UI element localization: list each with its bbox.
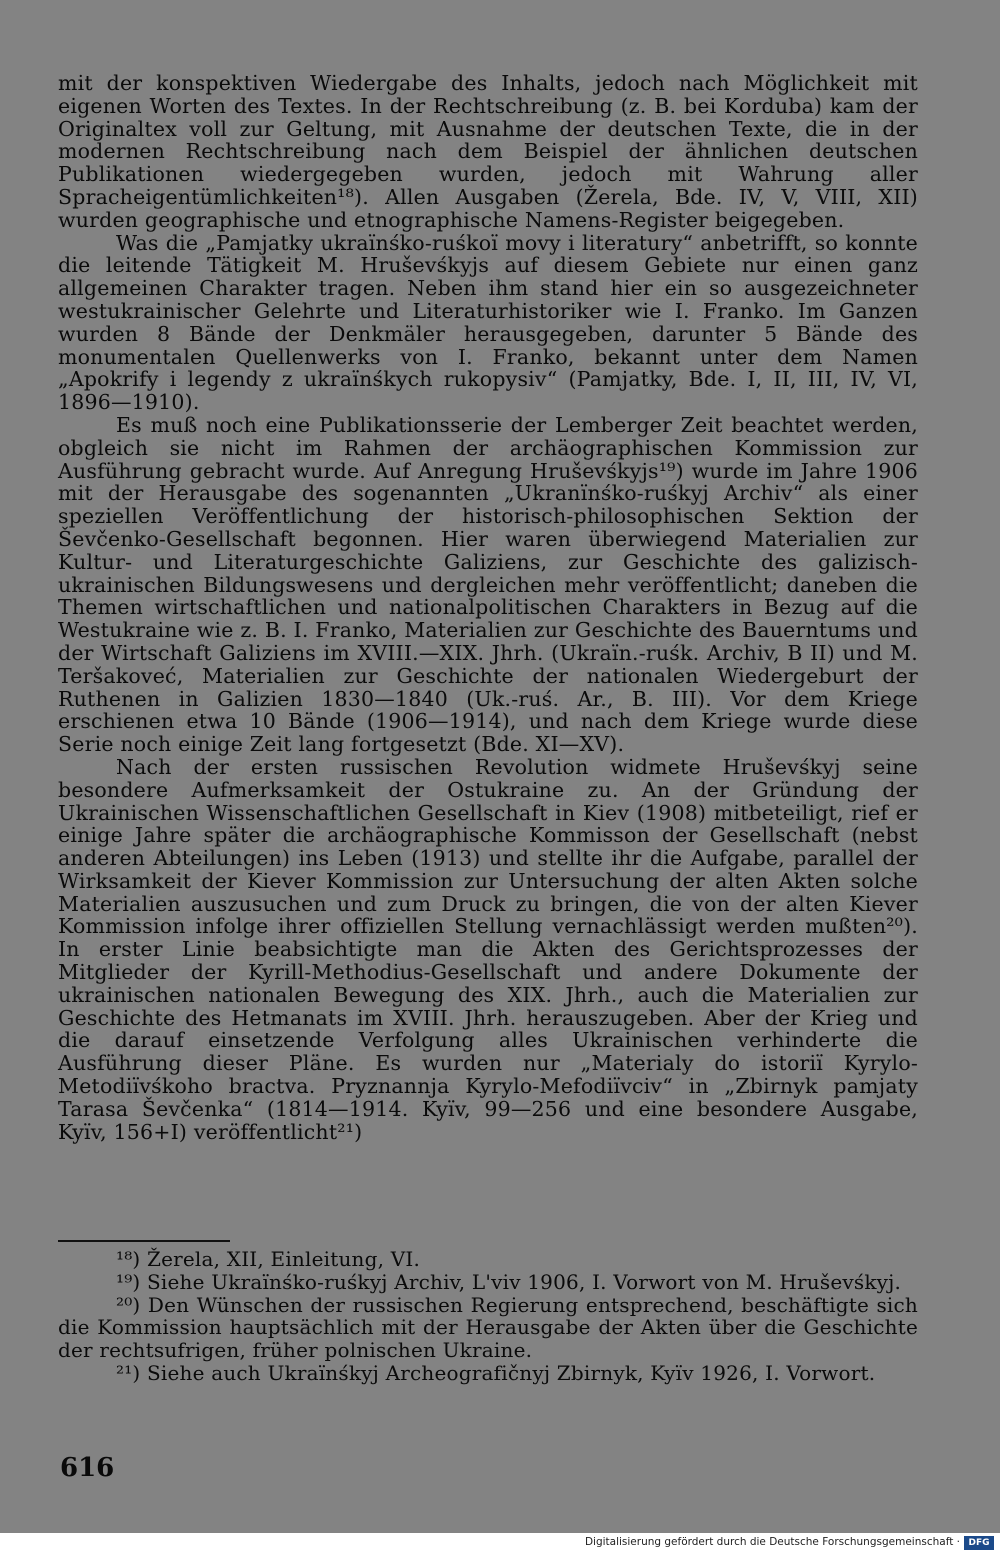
digitization-credit: Digitalisierung gefördert durch die Deutsche Forschungsgemeinschaft · bbox=[584, 1536, 960, 1548]
footnote-separator bbox=[58, 1240, 230, 1242]
footnote-18: ¹⁸) Žerela, XII, Einleitung, VI. bbox=[116, 1247, 421, 1271]
footnote-21: ²¹) Siehe auch Ukraïnśkyj Archeografičnyj Zbirnyk, Kyïv 1926, I. Vorwort. bbox=[116, 1360, 876, 1385]
footnote-20: ²⁰) Den Wünschen der russischen Regierung entsprechend, beschäftigte sich die Kommission hauptsächlich mit der Herausgabe der Akten über die Geschichte der rechtsufrigen, früher polnischen Ukraine. bbox=[58, 1292, 918, 1363]
footnote-19: ¹⁹) Siehe Ukraïnśko-ruśkyj Archiv, L'viv 1906, I. Vorwort von M. Hruševśkyj. bbox=[116, 1269, 902, 1294]
page-number: 616 bbox=[60, 1453, 115, 1483]
paragraph-1: mit der konspektiven Wiedergabe des Inhalts, jedoch nach Möglichkeit mit eigenen Worten des Textes. In der Rechtschreibung (z. B. bei Korduba) kam der Originaltex voll zur Geltung, mit Ausnahme der deutschen Texte, die in der modernen Rechtschreibung nach dem Beispiel der ähnlichen deutschen Publikationen wiedergegeben wurden, jedoch mit Wahrung aller Spracheigentümlichkeiten¹⁸). Allen Ausgaben (Žerela, Bde. IV, V, VIII, XII) wurden geographische und etnographische Namens-Register beigegeben. bbox=[58, 71, 918, 232]
paragraph-4: Nach der ersten russischen Revolution widmete Hruševśkyj seine besondere Aufmerksamkeit der Ostukraine zu. An der Gründung der Ukrainischen Wissenschaftlichen Gesellschaft in Kiev (1908) mitbeteiligt, rief er einige Jahre später die archäographische Kommisson der Gesellschaft (nebst anderen Abteilungen) ins Leben (1913) und stellte ihr die Aufgabe, parallel der Wirksamkeit der Kiever Kommission zur Untersuchung der alten Akten solche Materialien auszusuchen und zum Druck zu bringen, die von der alten Kiever Kommission infolge ihrer offiziellen Stellung vernachlässigt werden mußten²⁰). In erster Linie beabsichtigte man die Akten des Gerichtsprozesses der Mitglieder der Kyrill-Methodius-Gesellschaft und andere Dokumente der ukrainischen nationalen Bewegung des XIX. Jhrh., auch die Materialien zur Geschichte des Hetmanats im XVIII. Jhrh. herauszugeben. Aber der Krieg und die darauf einsetzende Verfolgung alles Ukrainischen verhinderte die Ausführung dieser Pläne. Es wurden nur „Materialy do istoriï Kyrylo-Metodiïvśkoho bractva. Pryznannja Kyrylo-Mefodiïvciv“ in „Zbirnyk pamjaty Tarasa Ševčenka“ (1814—1914. Kyïv, 99—256 und eine besondere Ausgabe, Kyïv, 156+I) veröffentlicht²¹) bbox=[58, 754, 918, 1144]
digitization-credit-bar bbox=[0, 1533, 1000, 1553]
body-text bbox=[58, 72, 918, 1143]
dfg-logo: DFG bbox=[964, 1536, 994, 1550]
footnotes bbox=[58, 1248, 918, 1385]
paragraph-2: Was die „Pamjatky ukraïnśko-ruśkoï movy i literatury“ anbetrifft, so konnte die leitende Tätigkeit M. Hruševśkyjs auf diesem Gebiete nur einen ganz allgemeinen Charakter tragen. Neben ihm stand hier ein so ausgezeichneter westukrainischer Gelehrte und Literaturhistoriker wie I. Franko. Im Ganzen wurden 8 Bände der Denkmäler herausgegeben, darunter 5 Bände des monumentalen Quellenwerks von I. Franko, bekannt unter dem Namen „Apokrify i legendy z ukraïnśkych rukopysiv“ (Pamjatky, Bde. I, II, III, IV, VI, 1896—1910). bbox=[58, 230, 918, 415]
paragraph-3: Es muß noch eine Publikationsserie der Lemberger Zeit beachtet werden, obgleich sie nicht im Rahmen der archäographischen Kommission zur Ausführung gebracht wurde. Auf Anregung Hruševśkyjs¹⁹) wurde im Jahre 1906 mit der Herausgabe des sogenannten „Ukranïnśko-ruśkyj Archiv“ als einer speziellen Veröffentlichung der historisch-philosophischen Sektion der Ševčenko-Gesellschaft begonnen. Hier waren überwiegend Materialien zur Kultur- und Literaturgeschichte Galiziens, zur Geschichte des galizisch-ukrainischen Bildungswesens und dergleichen mehr veröffentlicht; daneben die Themen wirtschaftlichen und nationalpolitischen Charakters in Bezug auf die Westukraine wie z. B. I. Franko, Materialien zur Geschichte des Bauerntums und der Wirtschaft Galiziens im XVIII.—XIX. Jhrh. (Ukraïn.-ruśk. Archiv, B II) und M. Teršakoveć, Materialien zur Geschichte der nationalen Wiedergeburt der Ruthenen in Galizien 1830—1840 (Uk.-ruś. Ar., B. III). Vor dem Kriege erschienen etwa 10 Bände (1906—1914), und nach dem Kriege wurde diese Serie noch einige Zeit lang fortgesetzt (Bde. XI—XV). bbox=[58, 412, 918, 757]
